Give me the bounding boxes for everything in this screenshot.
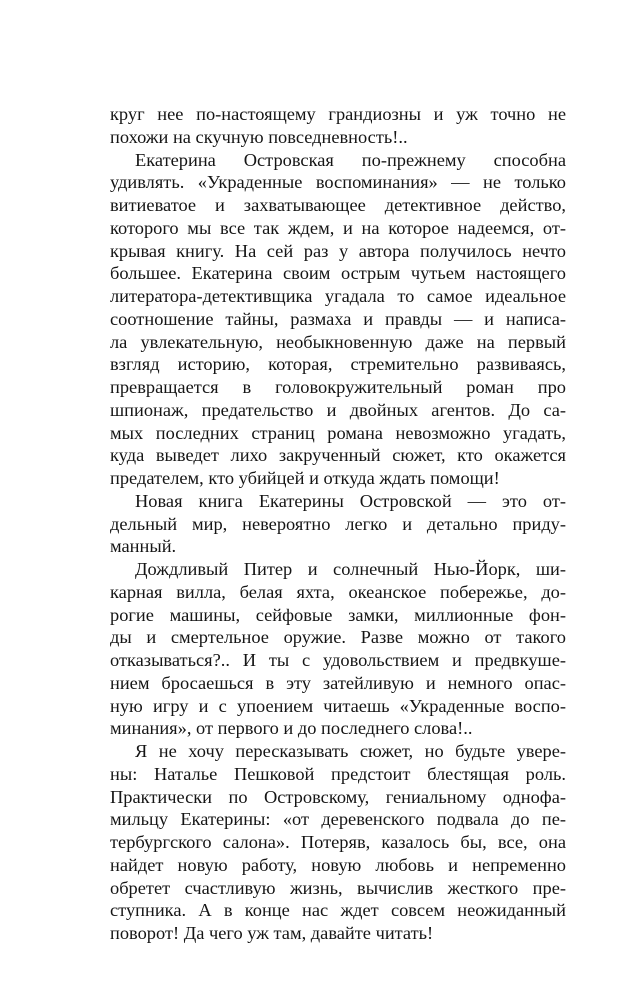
text-line: мильцу Екатерины: «от деревенского подвала до пе- — [110, 809, 566, 830]
text-line: карная вилла, белая яхта, океанское побережье, до- — [110, 581, 566, 602]
text-line: соотношение тайны, размаха и правды — и написа- — [110, 308, 566, 329]
text-line: шпионаж, предательство и двойных агентов. До са- — [110, 399, 566, 420]
text-line: обретет счастливую жизнь, вычислив жесткого пре- — [110, 877, 566, 898]
text-line: большее. Екатерина своим острым чутьем настоящего — [110, 263, 566, 284]
text-line: Екатерина Островская по-прежнему способна — [135, 149, 566, 170]
text-line: предателем, кто убийцей и откуда ждать помощи! — [110, 468, 500, 488]
text-line: ступника. А в конце нас ждет совсем неожиданный — [110, 900, 566, 921]
text-line: литератора-детективщика угадала то самое идеальное — [110, 286, 566, 306]
text-line: мых последних страниц романа невозможно угадать, — [110, 422, 566, 443]
text-line: крывая книгу. На сей раз у автора получилось нечто — [110, 240, 566, 261]
paragraph-2 — [110, 149, 566, 490]
text-line: найдет новую работу, новую любовь и непременно — [110, 854, 566, 875]
paragraph-4 — [110, 558, 566, 740]
text-line: Дождливый Питер и солнечный Нью-Йорк, ши- — [135, 559, 566, 579]
text-line: Практически по Островскому, гениальному однофа- — [110, 786, 566, 807]
text-line: Я не хочу пересказывать сюжет, но будьте увере- — [135, 741, 566, 761]
text-line: куда выведет лихо закрученный сюжет, кто окажется — [110, 445, 566, 466]
paragraph-3 — [110, 490, 566, 558]
text-line: нием бросаешься в эту затейливую и немного опас- — [110, 672, 566, 693]
text-line: ны: Наталье Пешковой предстоит блестящая роль. — [110, 763, 566, 784]
text-line: ную игру и с упоением читаешь «Украденные воспо- — [110, 695, 566, 716]
paragraph-1 — [110, 103, 566, 149]
text-line: минания», от первого и до последнего слова!.. — [110, 718, 473, 739]
paragraph-5 — [110, 740, 566, 945]
text-line: поворот! Да чего уж там, давайте читать! — [110, 923, 434, 943]
book-page-text — [110, 103, 566, 945]
text-line: тербургского салона». Потеряв, казалось бы, все, она — [110, 832, 566, 852]
text-line: дельный мир, невероятно легко и детально приду- — [110, 513, 566, 534]
text-line: взгляд историю, которая, стремительно развиваясь, — [110, 354, 566, 375]
text-line: ла увлекательную, необыкновенную даже на первый — [110, 331, 566, 352]
text-line: витиеватое и захватывающее детективное действо, — [110, 195, 566, 215]
text-line: удивлять. «Украденные воспоминания» — не только — [110, 172, 566, 193]
text-line: манный. — [110, 536, 177, 557]
text-line: ды и смертельное оружие. Разве можно от такого — [110, 627, 566, 648]
text-line: Новая книга Екатерины Островской — это от- — [135, 490, 566, 511]
text-line: превращается в головокружительный роман про — [110, 377, 566, 397]
text-line: круг нее по-настоящему грандиозны и уж точно не — [110, 104, 566, 124]
text-line: рогие машины, сейфовые замки, миллионные фон- — [110, 604, 566, 625]
text-line: похожи на скучную повседневность!.. — [110, 126, 408, 147]
text-line: отказываться?.. И ты с удовольствием и предвкуше- — [110, 650, 566, 670]
text-line: которого мы все так ждем, и на которое надеемся, от- — [110, 217, 566, 238]
